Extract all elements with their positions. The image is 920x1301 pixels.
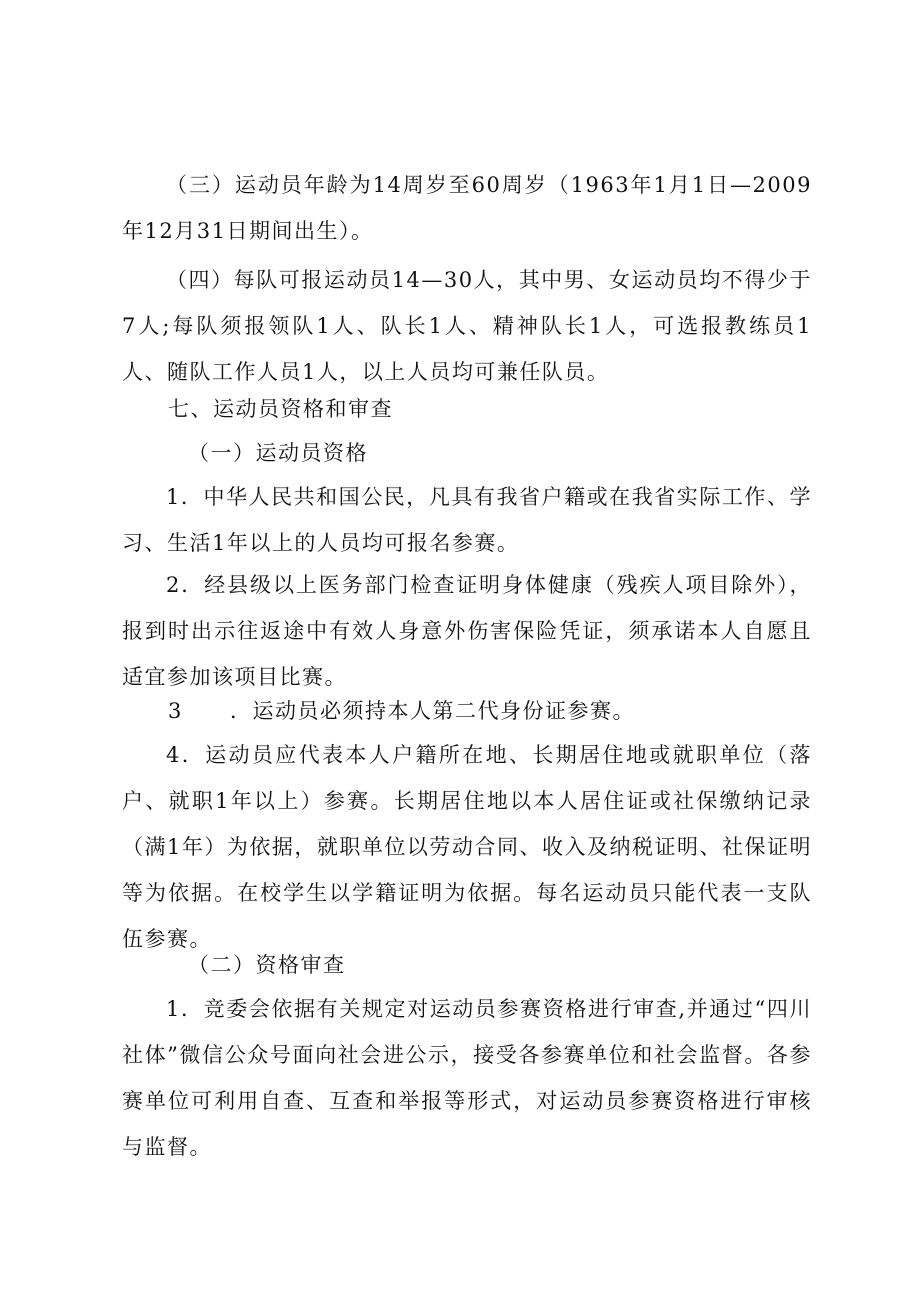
subsection-heading-athlete-eligibility: （一）运动员资格 [188, 441, 368, 465]
section-heading-eligibility: 七、运动员资格和审查 [168, 397, 393, 421]
paragraph-team-size: （四）每队可报运动员14—30人，其中男、女运动员均不得少于7人;每队须报领队1人、队长1人、精神队长1人，可选报教练员1人、随队工作人员1人，以上人员均可兼任队员。 [122, 268, 812, 384]
list-item-id-number: 3 [168, 699, 182, 723]
list-item-review-process: 1．竞委会依据有关规定对运动员参赛资格进行审查,并通过“四川社体”微信公众号面向社会进公示，接受各参赛单位和社会监督。各参赛单位可利用自查、互查和举报等形式，对运动员参赛资格进行审核与监督。 [122, 997, 812, 1159]
list-item-representation: 4．运动员应代表本人户籍所在地、长期居住地或就职单位（落户、就职1年以上）参赛。长期居住地以本人居住证或社保缴纳记录（满1年）为依据，就职单位以劳动合同、收入及纳税证明、社保证明等为依据。在校学生以学籍证明为依据。每名运动员只能代表一支队伍参赛。 [122, 743, 812, 951]
paragraph-age-requirement: （三）运动员年龄为14周岁至60周岁（1963年1月1日—2009年12月31日期间出生）。 [122, 173, 812, 243]
subsection-heading-qualification-review: （二）资格审查 [188, 953, 346, 977]
list-item-citizenship: 1．中华人民共和国公民，凡具有我省户籍或在我省实际工作、学习、生活1年以上的人员均可报名参赛。 [122, 485, 812, 555]
list-item-id-card: ．运动员必须持本人第二代身份证参赛。 [230, 699, 635, 723]
list-item-health: 2．经县级以上医务部门检查证明身体健康（残疾人项目除外），报到时出示往返途中有效人身意外伤害保险凭证，须承诺本人自愿且适宜参加该项目比赛。 [122, 573, 812, 689]
